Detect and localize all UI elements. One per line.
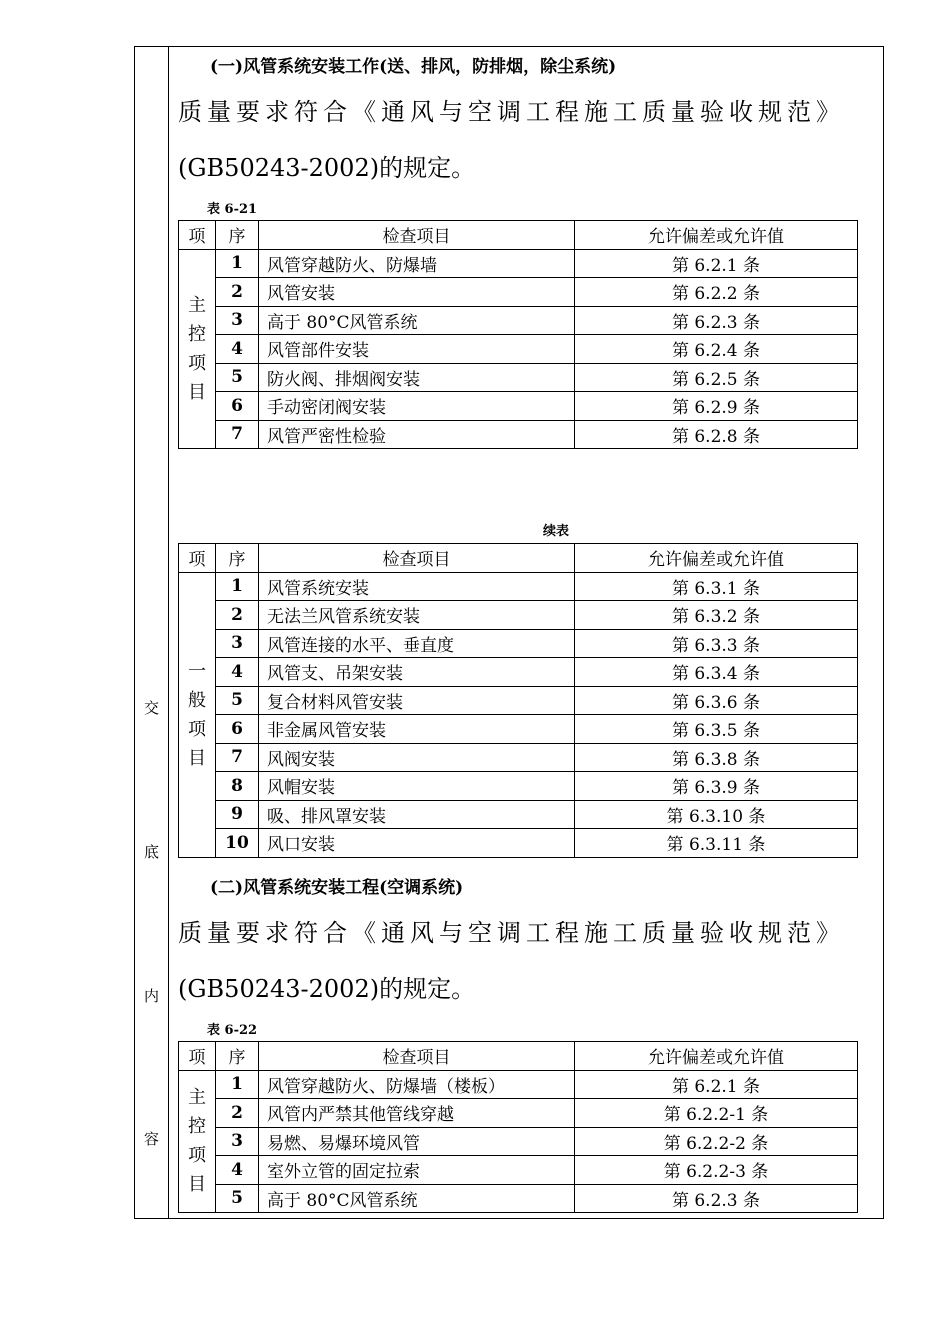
row-value: 第 6.3.11 条	[575, 829, 858, 858]
header-number: 序	[216, 1042, 259, 1071]
table-header-row	[179, 544, 858, 573]
row-value: 第 6.3.5 条	[575, 715, 858, 744]
row-item: 风阀安装	[259, 743, 575, 772]
continued-caption: 续表	[543, 524, 570, 539]
header-category: 项	[179, 544, 216, 573]
row-item: 风管严密性检验	[259, 420, 575, 449]
category-label: 一般项目	[188, 660, 206, 769]
row-value: 第 6.3.1 条	[575, 572, 858, 601]
section2-para-line1: 质量要求符合《通风与空调工程施工质量验收规范》	[178, 919, 845, 947]
side-label-char: 容	[143, 1130, 159, 1148]
row-item: 风管穿越防火、防爆墙（楼板）	[259, 1070, 575, 1099]
header-number: 序	[216, 544, 259, 573]
inspection-table-3	[178, 1041, 858, 1213]
table-row	[179, 743, 858, 772]
row-value: 第 6.2.9 条	[575, 392, 858, 421]
table-row	[179, 392, 858, 421]
table-header-row	[179, 221, 858, 250]
header-value: 允许偏差或允许值	[575, 544, 858, 573]
row-number: 5	[216, 363, 259, 392]
inspection-table-1	[178, 220, 858, 449]
row-value: 第 6.2.5 条	[575, 363, 858, 392]
table-row	[179, 249, 858, 278]
row-item: 风口安装	[259, 829, 575, 858]
row-number: 7	[216, 420, 259, 449]
side-label-char: 底	[143, 843, 159, 861]
header-category: 项	[179, 1042, 216, 1071]
header-value: 允许偏差或允许值	[575, 221, 858, 250]
row-number: 4	[216, 658, 259, 687]
row-number: 6	[216, 392, 259, 421]
table-row	[179, 363, 858, 392]
table-row	[179, 306, 858, 335]
row-number: 2	[216, 1099, 259, 1128]
row-item: 高于 80°C风管系统	[259, 306, 575, 335]
row-value: 第 6.3.9 条	[575, 772, 858, 801]
section2-para-line2: (GB50243-2002)的规定。	[178, 975, 476, 1003]
category-cell	[179, 1070, 216, 1213]
row-number: 7	[216, 743, 259, 772]
row-value: 第 6.2.2-1 条	[575, 1099, 858, 1128]
row-item: 吸、排风罩安装	[259, 800, 575, 829]
row-item: 无法兰风管系统安装	[259, 601, 575, 630]
table-row	[179, 1099, 858, 1128]
header-number: 序	[216, 221, 259, 250]
section1-para-line1: 质量要求符合《通风与空调工程施工质量验收规范》	[178, 98, 845, 126]
header-item: 检查项目	[259, 544, 575, 573]
row-number: 3	[216, 306, 259, 335]
row-item: 风帽安装	[259, 772, 575, 801]
row-item: 风管系统安装	[259, 572, 575, 601]
row-value: 第 6.2.4 条	[575, 335, 858, 364]
row-number: 3	[216, 1127, 259, 1156]
row-item: 风管连接的水平、垂直度	[259, 629, 575, 658]
row-number: 5	[216, 1184, 259, 1213]
row-number: 1	[216, 1070, 259, 1099]
side-label-column	[135, 47, 169, 1218]
table-row	[179, 1127, 858, 1156]
row-number: 2	[216, 601, 259, 630]
header-category: 项	[179, 221, 216, 250]
row-number: 5	[216, 686, 259, 715]
category-label: 主控项目	[188, 1087, 206, 1196]
row-item: 手动密闭阀安装	[259, 392, 575, 421]
row-number: 1	[216, 572, 259, 601]
row-number: 4	[216, 1156, 259, 1185]
section1-heading: (一)风管系统安装工作(送、排风，防排烟，除尘系统)	[210, 57, 617, 77]
table-row	[179, 1156, 858, 1185]
table-row	[179, 686, 858, 715]
row-value: 第 6.2.2-2 条	[575, 1127, 858, 1156]
table-row	[179, 829, 858, 858]
side-label-char: 交	[143, 699, 159, 717]
row-item: 室外立管的固定拉索	[259, 1156, 575, 1185]
row-number: 1	[216, 249, 259, 278]
category-cell	[179, 572, 216, 857]
row-number: 6	[216, 715, 259, 744]
table-row	[179, 658, 858, 687]
row-value: 第 6.3.8 条	[575, 743, 858, 772]
row-value: 第 6.2.3 条	[575, 306, 858, 335]
inspection-table-2	[178, 543, 858, 858]
row-value: 第 6.2.3 条	[575, 1184, 858, 1213]
section2-heading: (二)风管系统安装工程(空调系统)	[210, 878, 464, 898]
row-value: 第 6.2.2 条	[575, 278, 858, 307]
row-value: 第 6.2.8 条	[575, 420, 858, 449]
row-item: 风管安装	[259, 278, 575, 307]
table-row	[179, 572, 858, 601]
row-number: 8	[216, 772, 259, 801]
table3-caption: 表 6-22	[207, 1023, 258, 1038]
table-row	[179, 335, 858, 364]
row-value: 第 6.2.2-3 条	[575, 1156, 858, 1185]
row-item: 易燃、易爆环境风管	[259, 1127, 575, 1156]
row-item: 复合材料风管安装	[259, 686, 575, 715]
row-item: 非金属风管安装	[259, 715, 575, 744]
row-value: 第 6.3.3 条	[575, 629, 858, 658]
row-number: 9	[216, 800, 259, 829]
row-value: 第 6.3.6 条	[575, 686, 858, 715]
table-row	[179, 715, 858, 744]
row-value: 第 6.3.2 条	[575, 601, 858, 630]
table-row	[179, 420, 858, 449]
category-label: 主控项目	[188, 294, 206, 403]
row-value: 第 6.3.4 条	[575, 658, 858, 687]
row-value: 第 6.3.10 条	[575, 800, 858, 829]
table1-caption: 表 6-21	[207, 202, 258, 217]
header-item: 检查项目	[259, 221, 575, 250]
row-item: 风管支、吊架安装	[259, 658, 575, 687]
table-row	[179, 1070, 858, 1099]
header-item: 检查项目	[259, 1042, 575, 1071]
row-number: 4	[216, 335, 259, 364]
row-number: 3	[216, 629, 259, 658]
row-number: 10	[216, 829, 259, 858]
table-row	[179, 800, 858, 829]
table-row	[179, 629, 858, 658]
table-row	[179, 601, 858, 630]
table-header-row	[179, 1042, 858, 1071]
section1-para-line2: (GB50243-2002)的规定。	[178, 154, 476, 182]
row-number: 2	[216, 278, 259, 307]
category-cell	[179, 249, 216, 449]
table-row	[179, 278, 858, 307]
side-label-char: 内	[143, 987, 159, 1005]
row-item: 高于 80°C风管系统	[259, 1184, 575, 1213]
row-item: 风管内严禁其他管线穿越	[259, 1099, 575, 1128]
row-value: 第 6.2.1 条	[575, 1070, 858, 1099]
row-item: 风管部件安装	[259, 335, 575, 364]
header-value: 允许偏差或允许值	[575, 1042, 858, 1071]
row-item: 防火阀、排烟阀安装	[259, 363, 575, 392]
table-row	[179, 772, 858, 801]
row-value: 第 6.2.1 条	[575, 249, 858, 278]
row-item: 风管穿越防火、防爆墙	[259, 249, 575, 278]
table-row	[179, 1184, 858, 1213]
